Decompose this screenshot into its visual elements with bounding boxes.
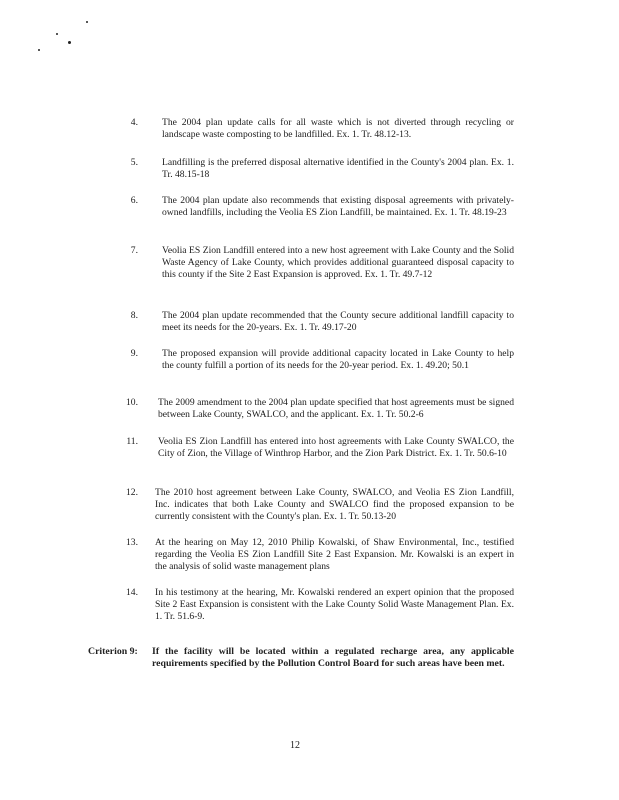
finding-text: The proposed expansion will provide additional capacity located in Lake County to help the county fulfill a portion of its needs for the 20-year period. Ex. 1. 49.20; 50.1 [162, 348, 514, 372]
finding-text: The 2010 host agreement between Lake County, SWALCO, and Veolia ES Zion Landfill, Inc. indicates that both Lake County and SWALCO find the proposed expansion to be currently consistent with the County's plan. Ex. 1. Tr. 50.13-20 [155, 487, 514, 523]
finding-number: 8. [130, 310, 138, 321]
scan-speck [38, 49, 40, 51]
scan-speck [56, 33, 58, 35]
finding-text: The 2009 amendment to the 2004 plan update specified that host agreements must be signed between Lake County, SWALCO, and the applicant. Ex. 1. Tr. 50.2-6 [158, 397, 514, 421]
finding-number: 14. [126, 587, 138, 598]
finding-text: The 2004 plan update also recommends that existing disposal agreements with privately-owned landfills, including the Veolia ES Zion Landfill, be maintained. Ex. 1. Tr. 48.19-23 [162, 195, 514, 219]
finding-number: 10. [126, 397, 138, 408]
finding-number: 13. [126, 537, 138, 548]
page-number: 12 [290, 740, 300, 751]
scan-speck [68, 41, 71, 44]
finding-number: 12. [126, 487, 138, 498]
finding-text: In his testimony at the hearing, Mr. Kowalski rendered an expert opinion that the proposed Site 2 East Expansion is consistent with the Lake County Solid Waste Management Plan. Ex. 1. Tr. 51.6-9. [155, 587, 514, 623]
finding-number: 9. [130, 348, 138, 359]
finding-text: Veolia ES Zion Landfill entered into a new host agreement with Lake County and the Solid Waste Agency of Lake County, which provides additional guaranteed disposal capacity to this county if the Site 2 East Expansion is approved. Ex. 1. Tr. 49.7-12 [162, 245, 514, 281]
finding-text: The 2004 plan update recommended that the County secure additional landfill capacity to meet its needs for the 20-years. Ex. 1. Tr. 49.17-20 [162, 310, 514, 334]
finding-number: 11. [126, 436, 138, 447]
finding-text: Landfilling is the preferred disposal alternative identified in the County's 2004 plan. Ex. 1. Tr. 48.15-18 [162, 157, 514, 181]
finding-text: At the hearing on May 12, 2010 Philip Kowalski, of Shaw Environmental, Inc., testified regarding the Veolia ES Zion Landfill Site 2 East Expansion. Mr. Kowalski is an expert in the analysis of solid waste management plans [155, 537, 514, 573]
scan-speck [86, 21, 88, 23]
finding-number: 4. [130, 117, 138, 128]
finding-number: 6. [130, 195, 138, 206]
finding-text: Veolia ES Zion Landfill has entered into host agreements with Lake County SWALCO, the City of Zion, the Village of Winthrop Harbor, and the Zion Park District. Ex. 1. Tr. 50.6-10 [158, 436, 514, 460]
finding-text: The 2004 plan update calls for all waste which is not diverted through recycling or landscape waste composting to be landfilled. Ex. 1. Tr. 48.12-13. [162, 117, 514, 141]
finding-number: 7. [130, 245, 138, 256]
finding-number: 5. [130, 157, 138, 168]
criterion-label: Criterion 9: [88, 646, 138, 657]
criterion-text: If the facility will be located within a regulated recharge area, any applicable requirements specified by the Pollution Control Board for such areas have been met. [152, 646, 514, 670]
